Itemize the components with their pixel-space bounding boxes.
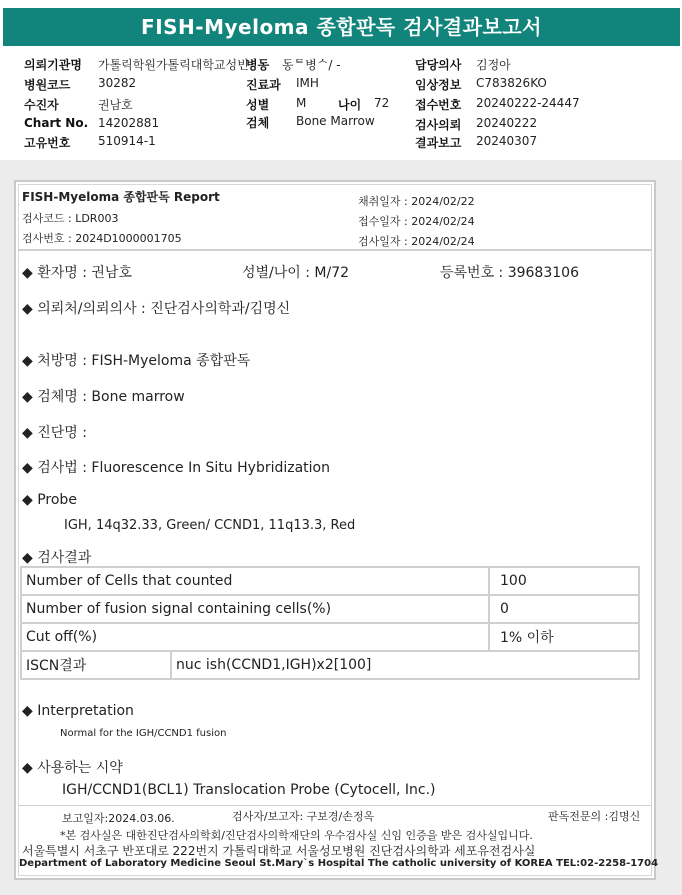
result-value: 0 [489,595,639,623]
sex-age: 성별/나이 : M/72 [242,265,350,281]
header-value: 권남호 [98,98,133,112]
result-name: Cut off(%) [21,623,489,651]
divider [18,805,652,806]
table-row [21,567,639,595]
report-date: 보고일자:2024.03.06. [62,812,175,825]
table-row [21,623,639,651]
table-row [21,595,639,623]
reagent-heading: ◆ 사용하는 시약 [22,760,123,776]
receive-date: 접수일자 : 2024/02/24 [358,215,475,228]
results-heading: ◆ 검사결과 [22,550,92,566]
header-value: 20240222 [476,116,538,130]
specimen: ◆ 검체명 : Bone marrow [22,389,185,405]
results-table [20,566,640,680]
patient-name: ◆ 환자명 : 권남호 [22,265,132,281]
header-value: Bone Marrow [296,114,375,128]
address: 서울특별시 서초구 반포대로 222번지 가톨릭대학교 서울성모병원 진단검사의학과 세포유전검사실 [22,844,536,858]
header-value: 김정아 [476,58,511,72]
iscn-value: nuc ish(CCND1,IGH)x2[100] [171,651,639,679]
header-value: C783826KO [476,76,547,90]
header-label: Chart No. [24,116,89,130]
header-label: 접수번호 [415,98,462,112]
test-number: 검사번호 : 2024D1000001705 [22,232,182,245]
header-value: IMH [296,76,319,90]
header-label: 병원코드 [24,78,71,92]
header-value: 20240307 [476,134,538,148]
header-label: 담당의사 [415,58,462,72]
prescription: ◆ 처방명 : FISH-Myeloma 종합판독 [22,353,251,369]
header-value: 30282 [98,76,137,90]
header-value: 동ᄐ병ᄉ/ - [282,58,341,72]
header-label: 수진자 [24,98,59,112]
header-label: 의뢰기관명 [24,58,82,72]
probe-heading: ◆ Probe [22,492,77,508]
result-name: Number of Cells that counted [21,567,489,595]
header-value: 가톨릭학원가톨릭대학교성빈 [98,58,249,72]
header-label: 성별 [246,98,270,112]
registration-number: 등록번호 : 39683106 [440,265,579,281]
header-value: 510914-1 [98,134,156,148]
header-label: 임상정보 [415,78,462,92]
department: Department of Laboratory Medicine Seoul St.Mary`s Hospital The catholic university of KOREA TEL:02-2258-1704 [19,858,659,869]
tester: 검사자/보고자: 구보경/손정옥 [232,810,375,823]
report-title-banner: FISH-Myeloma 종합판독 검사결과보고서 [3,8,680,46]
header-label: 검사의뢰 [415,118,462,132]
table-row [21,651,639,679]
collect-date: 채취일자 : 2024/02/22 [358,195,475,208]
header-label: 고유번호 [24,136,71,150]
header-value: M [296,96,307,110]
iscn-label: ISCN결과 [21,651,171,679]
method: ◆ 검사법 : Fluorescence In Situ Hybridization [22,460,330,476]
reagent-text: IGH/CCND1(BCL1) Translocation Probe (Cytocell, Inc.) [62,782,436,798]
certification-note: *본 검사실은 대한진단검사의학회/진단검사의학재단의 우수검사실 신임 인증을 받은 검사실입니다. [60,829,533,842]
header-value: 14202881 [98,116,160,130]
result-value: 100 [489,567,639,595]
header-label: 병동 [246,58,270,72]
report-subtitle: FISH-Myeloma 종합판독 Report [22,190,220,204]
interpretation-heading: ◆ Interpretation [22,703,134,719]
result-name: Number of fusion signal containing cells(%) [21,595,489,623]
header-label: 진료과 [246,78,281,92]
age-label: 나이 [338,98,362,112]
interpretation-text: Normal for the IGH/CCND1 fusion [60,728,227,739]
diagnosis: ◆ 진단명 : [22,425,87,441]
specialist: 판독전문의 :김명신 [548,810,641,823]
test-code: 검사코드 : LDR003 [22,212,119,225]
result-value: 1% 이하 [489,623,639,651]
header-value: 20240222-24447 [476,96,580,110]
test-date: 검사일자 : 2024/02/24 [358,235,475,248]
header-label: 검체 [246,116,270,130]
age-value: 72 [374,96,390,110]
header-label: 결과보고 [415,136,462,150]
divider [18,249,652,251]
probe-detail: IGH, 14q32.33, Green/ CCND1, 11q13.3, Red [64,518,356,533]
referrer: ◆ 의뢰처/의뢰의사 : 진단검사의학과/김명신 [22,301,291,317]
